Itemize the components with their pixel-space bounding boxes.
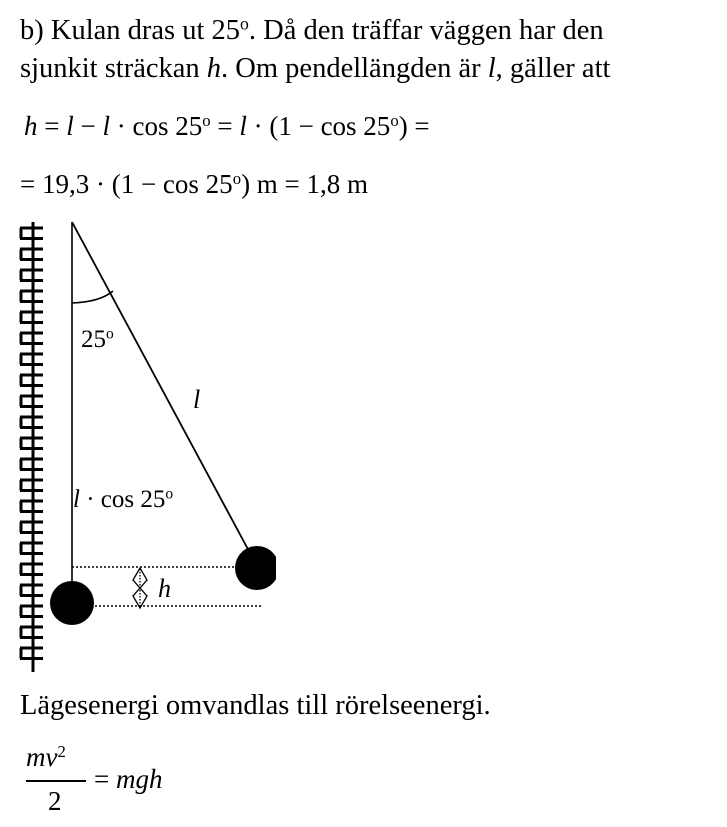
ball-raised bbox=[235, 546, 279, 590]
text: ) = bbox=[398, 111, 430, 141]
wall-icon bbox=[20, 222, 43, 672]
text: , gäller att bbox=[495, 53, 611, 84]
ball-at-wall bbox=[50, 581, 94, 625]
degree-sup: o bbox=[106, 325, 114, 343]
angle-label bbox=[81, 327, 114, 352]
text: 25 bbox=[81, 326, 106, 353]
degree-sup: o bbox=[232, 168, 242, 188]
text: · cos 25 bbox=[110, 111, 203, 141]
length-label bbox=[193, 387, 200, 413]
fraction-denominator: 2 bbox=[48, 786, 62, 816]
height-label bbox=[158, 576, 171, 602]
text: . Om pendellängden är bbox=[221, 53, 488, 84]
degree-sup: o bbox=[202, 110, 211, 130]
text: b) Kulan dras ut 25 bbox=[20, 15, 241, 46]
text: . Då den träffar väggen har den bbox=[248, 15, 604, 46]
var-h: h bbox=[24, 111, 38, 141]
var-l: l bbox=[193, 385, 201, 414]
var-l: l bbox=[66, 111, 74, 141]
equation-rhs bbox=[94, 764, 162, 795]
text: · (1 − cos 25 bbox=[246, 111, 391, 141]
exponent: 2 bbox=[57, 741, 66, 761]
energy-text: Lägesenergi omvandlas till rörelseenergi. bbox=[20, 690, 491, 721]
var-h: h bbox=[158, 574, 171, 603]
adjacent-label bbox=[73, 487, 173, 512]
text: · cos 25 bbox=[79, 486, 166, 513]
text: mv bbox=[26, 742, 58, 772]
fraction-numerator bbox=[26, 742, 66, 773]
text: = bbox=[37, 111, 67, 141]
var-l: l bbox=[73, 486, 80, 513]
var-h: h bbox=[206, 53, 222, 84]
degree-sup: o bbox=[240, 13, 249, 34]
text: = bbox=[94, 764, 116, 794]
text: mgh bbox=[115, 764, 163, 794]
var-l: l bbox=[487, 53, 496, 84]
text: = 19,3 · (1 − cos 25 bbox=[20, 169, 233, 199]
degree-sup: o bbox=[165, 485, 174, 503]
angle-arc bbox=[72, 291, 113, 303]
var-l: l bbox=[102, 111, 110, 141]
text: ) m = 1,8 m bbox=[241, 169, 369, 199]
fraction-bar bbox=[26, 780, 86, 782]
text: = bbox=[210, 111, 240, 141]
degree-sup: o bbox=[390, 110, 399, 130]
var-l: l bbox=[239, 111, 247, 141]
text: − bbox=[73, 111, 103, 141]
text: sjunkit sträckan bbox=[20, 53, 207, 84]
